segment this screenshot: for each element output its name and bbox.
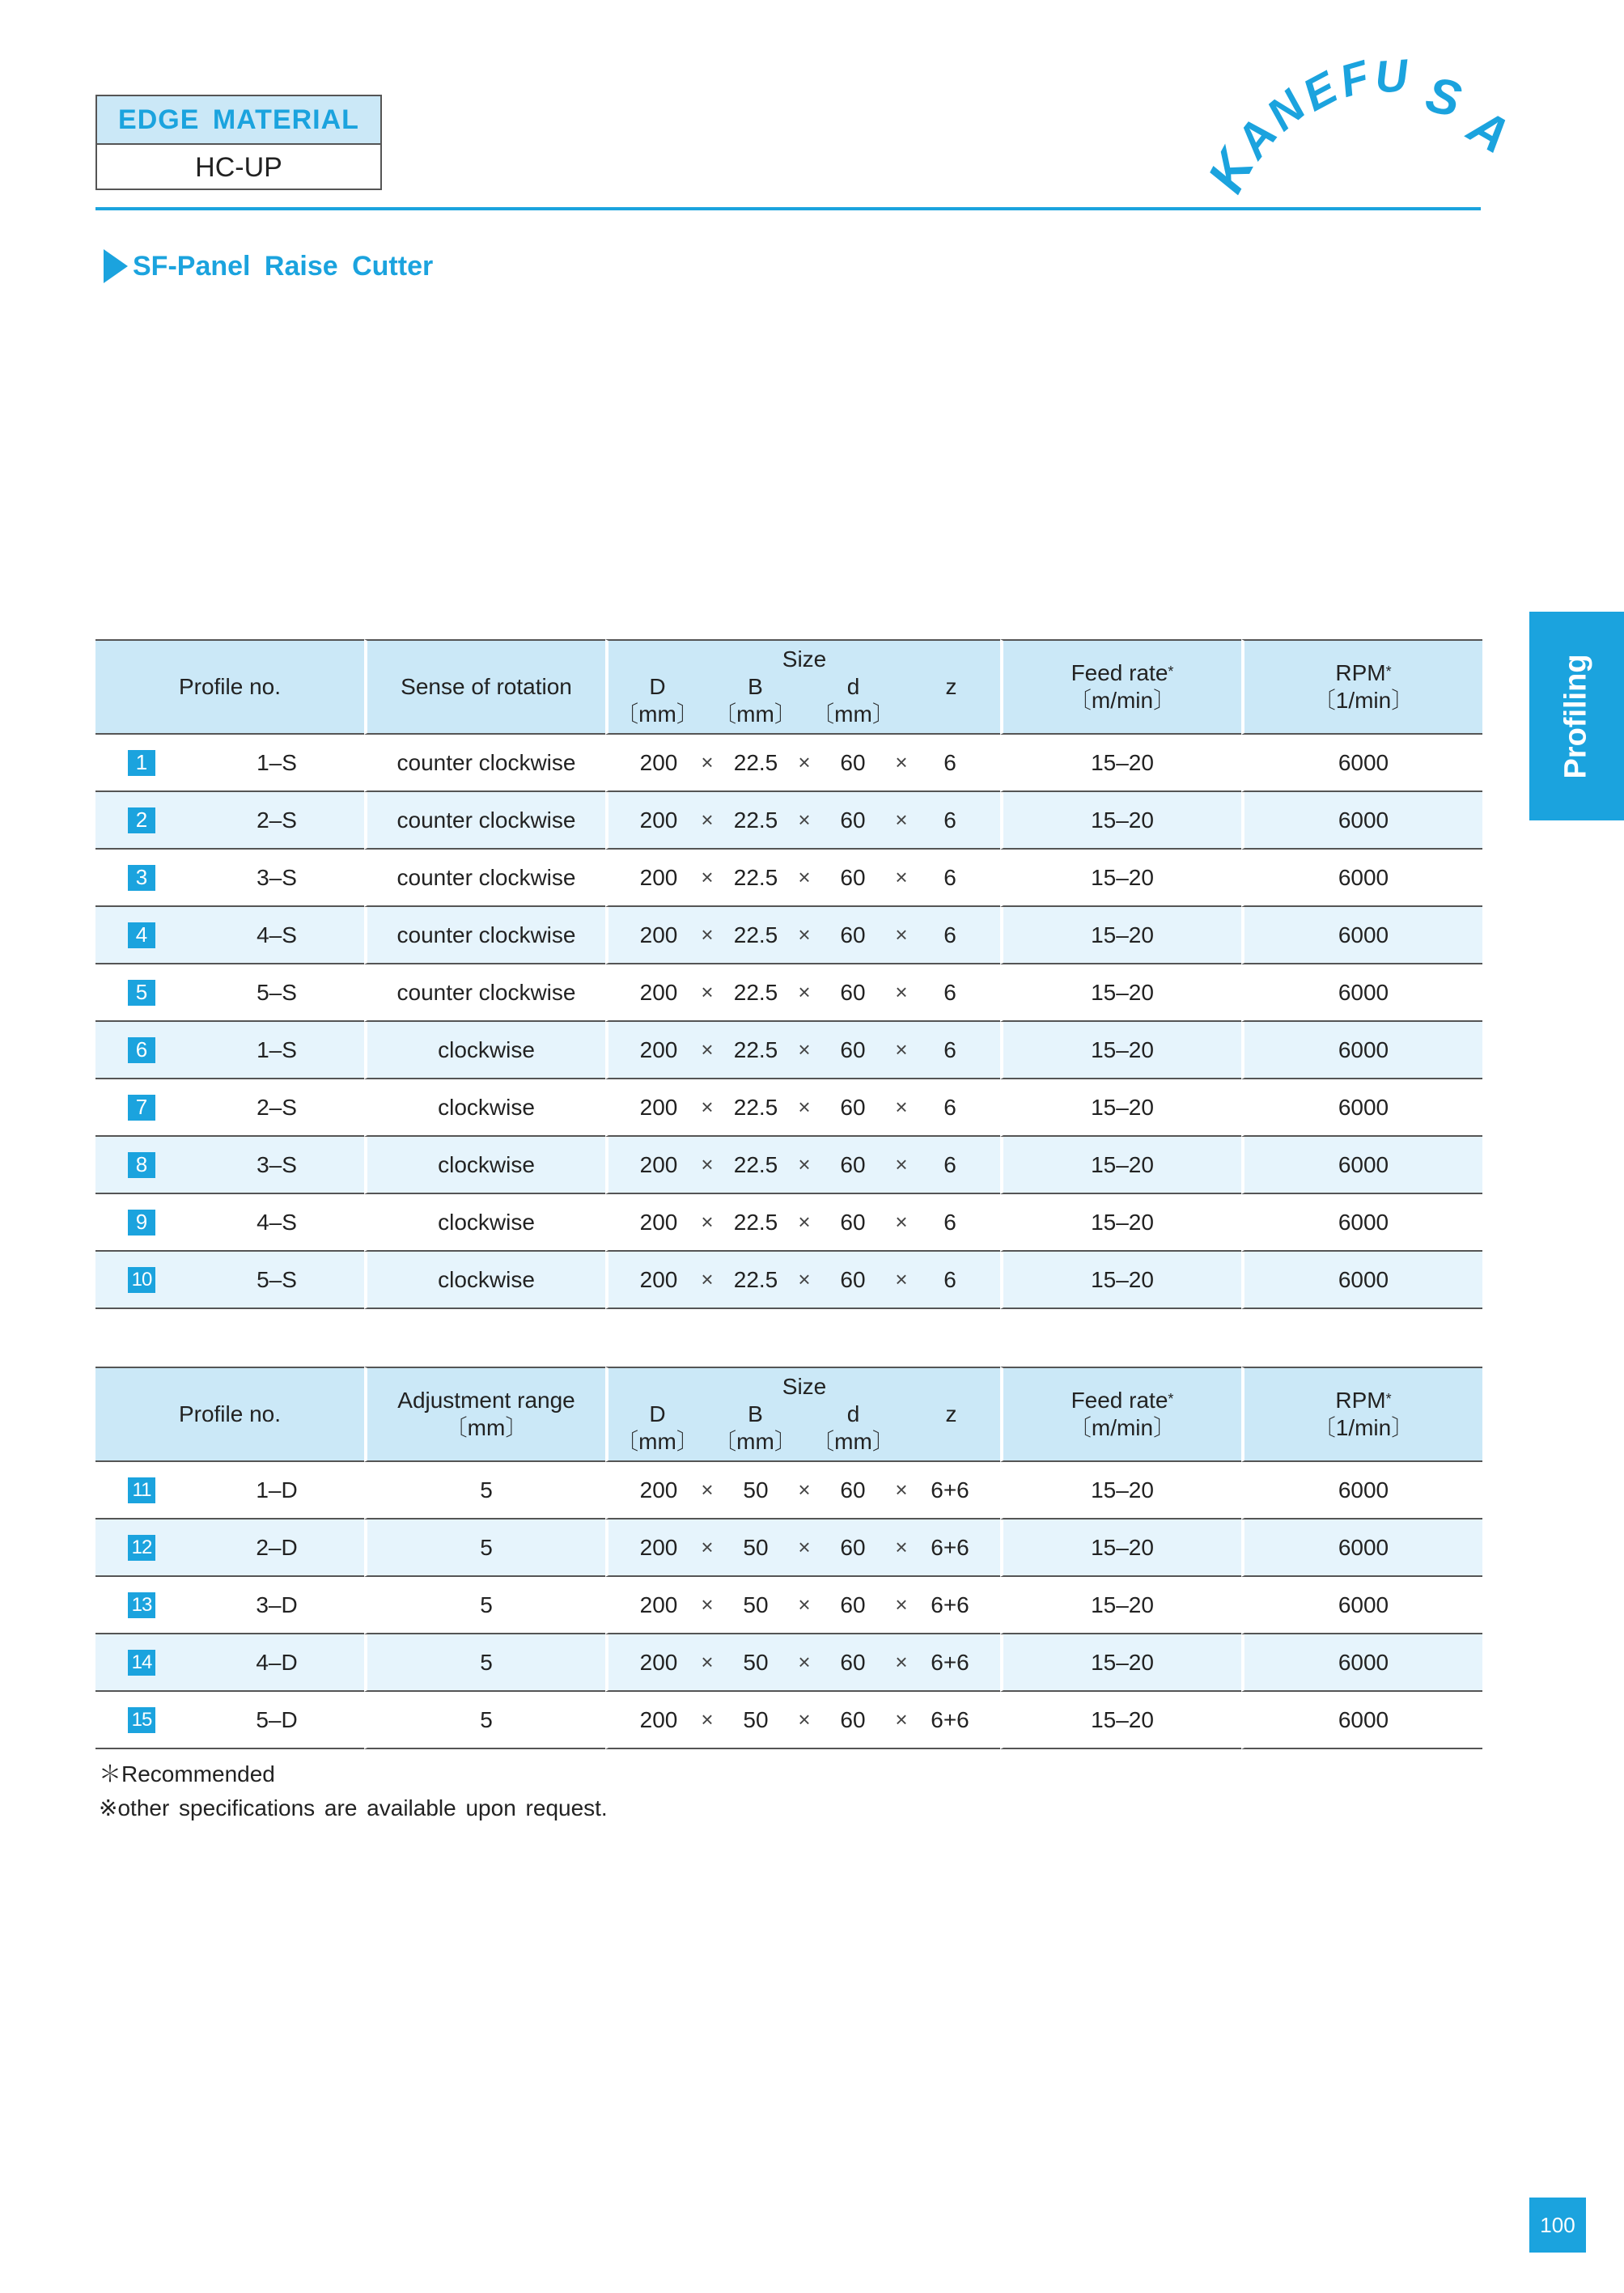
times-sign: × [798,1152,811,1176]
second-column-cell: 5 [364,1519,605,1577]
size-z: 6 [943,749,956,775]
header-z: z [945,1401,957,1426]
times-sign: × [701,1592,714,1617]
profile-number-badge: 11 [128,1477,155,1503]
profile-cell [95,964,364,1022]
second-column-cell: clockwise [364,1079,605,1137]
section-title-text: SF-Panel Raise Cutter [133,250,434,282]
times-sign: × [798,1535,811,1559]
feed-rate-cell: 15–20 [1000,1137,1241,1194]
side-tab-label: Profiling [1559,653,1594,779]
size-B: 22.5 [733,922,778,947]
feed-rate-cell: 15–20 [1000,1462,1241,1519]
rpm-cell: 6000 [1241,1079,1482,1137]
kanefusa-logo [1196,49,1521,201]
size-cell [605,964,1000,1022]
table-row [95,1194,1482,1252]
size-z: 6 [943,1266,956,1292]
size-D: 200 [639,864,678,890]
size-D: 200 [639,1592,678,1617]
profile-cell [95,1577,364,1634]
profile-name: 1–S [257,749,297,775]
header-divider [95,207,1481,210]
svg-text:S: S [1420,66,1467,129]
svg-text:A: A [1459,98,1519,165]
profile-number-badge: 6 [128,1037,155,1063]
profile-number-badge: 8 [128,1152,155,1178]
size-D: 200 [639,922,678,947]
rpm-cell: 6000 [1241,1634,1482,1692]
second-column-cell: clockwise [364,1022,605,1079]
page-number: 100 [1529,2198,1586,2253]
profile-number-badge: 1 [128,750,155,776]
header-D-unit: 〔mm〕 [616,701,699,727]
size-d: 60 [840,979,866,1005]
header-B-unit: 〔mm〕 [714,701,797,727]
size-cell [605,735,1000,792]
times-sign: × [701,865,714,889]
times-sign: × [895,750,908,774]
size-D: 200 [639,749,678,775]
profile-number-badge: 12 [128,1535,155,1561]
feed-rate-cell: 15–20 [1000,1079,1241,1137]
profile-cell [95,907,364,964]
profile-cell [95,1519,364,1577]
size-d: 60 [840,749,866,775]
profile-number-badge: 2 [128,807,155,833]
size-D: 200 [639,1151,678,1177]
header-D: D [649,1401,666,1426]
times-sign: × [798,1037,811,1062]
times-sign: × [895,865,908,889]
profile-number-badge: 15 [128,1707,155,1733]
times-sign: × [701,922,714,947]
triangle-marker-icon [104,249,128,283]
footnotes [99,1757,608,1825]
table-header-row [95,1367,1482,1462]
rpm-cell: 6000 [1241,735,1482,792]
header-rpm: RPM* 〔1/min〕 [1241,639,1482,735]
size-B: 22.5 [733,1094,778,1120]
size-z: 6 [943,922,956,947]
footnote-recommended: ＊Recommended [99,1761,275,1787]
size-cell [605,1462,1000,1519]
profile-number-badge: 4 [128,922,155,948]
times-sign: × [701,1037,714,1062]
size-d: 60 [840,1151,866,1177]
second-column-cell: clockwise [364,1194,605,1252]
header-d-unit: 〔mm〕 [812,701,895,727]
size-B: 22.5 [733,807,778,833]
rpm-cell: 6000 [1241,850,1482,907]
header-profile: Profile no. [95,1367,364,1462]
profile-number-badge: 10 [128,1267,155,1293]
profile-cell [95,1079,364,1137]
table-row [95,735,1482,792]
size-B: 22.5 [733,749,778,775]
profile-name: 1–S [257,1036,297,1062]
edge-material-label: EDGE MATERIAL [97,96,380,145]
size-D: 200 [639,979,678,1005]
times-sign: × [701,1535,714,1559]
size-cell [605,1252,1000,1309]
header-size [605,1367,1000,1462]
size-z: 6+6 [931,1706,969,1732]
header-d: d [846,674,860,699]
second-column-cell: counter clockwise [364,907,605,964]
times-sign: × [895,807,908,832]
size-B: 22.5 [733,979,778,1005]
size-cell [605,1079,1000,1137]
size-z: 6+6 [931,1592,969,1617]
header-D: D [649,674,666,699]
times-sign: × [895,1152,908,1176]
profile-number-badge: 9 [128,1210,155,1236]
size-cell [605,907,1000,964]
size-cell [605,792,1000,850]
size-cell [605,1022,1000,1079]
profile-name: 4–S [257,922,297,947]
size-D: 200 [639,1036,678,1062]
size-d: 60 [840,1266,866,1292]
table-row [95,1692,1482,1749]
times-sign: × [895,1037,908,1062]
profile-name: 2–D [256,1534,298,1560]
size-B: 50 [743,1592,769,1617]
size-B: 22.5 [733,1266,778,1292]
size-B: 50 [743,1706,769,1732]
feed-rate-cell: 15–20 [1000,1194,1241,1252]
times-sign: × [798,1095,811,1119]
times-sign: × [895,1210,908,1234]
times-sign: × [798,980,811,1004]
header-sense-of-rotation: Sense of rotation [364,639,605,735]
table-row [95,1022,1482,1079]
profile-name: 3–S [257,1151,297,1177]
feed-rate-cell: 15–20 [1000,735,1241,792]
rpm-cell: 6000 [1241,1194,1482,1252]
times-sign: × [798,1267,811,1291]
edge-material-value: HC-UP [195,151,282,183]
size-cell [605,1577,1000,1634]
table-row [95,964,1482,1022]
times-sign: × [701,750,714,774]
profile-name: 4–D [256,1649,298,1675]
footnote-other-specs: ※other specifications are available upon request. [99,1795,608,1820]
spec-table-double [95,1367,1482,1749]
size-d: 60 [840,1209,866,1235]
size-d: 60 [840,1592,866,1617]
section-title [104,249,433,283]
second-column-cell: clockwise [364,1137,605,1194]
profile-number-badge: 3 [128,865,155,891]
profile-name: 2–S [257,1094,297,1120]
rpm-cell: 6000 [1241,1462,1482,1519]
size-B: 22.5 [733,1209,778,1235]
size-d: 60 [840,1649,866,1675]
feed-rate-cell: 15–20 [1000,850,1241,907]
header-adjustment-range: Adjustment range 〔mm〕 [364,1367,605,1462]
feed-rate-cell: 15–20 [1000,1634,1241,1692]
times-sign: × [895,980,908,1004]
size-d: 60 [840,807,866,833]
size-cell [605,1519,1000,1577]
profile-cell [95,1462,364,1519]
profile-cell [95,1252,364,1309]
size-B: 50 [743,1534,769,1560]
size-cell [605,1634,1000,1692]
profile-cell [95,1137,364,1194]
times-sign: × [895,1095,908,1119]
rpm-cell: 6000 [1241,1692,1482,1749]
table-row [95,792,1482,850]
second-column-cell: counter clockwise [364,964,605,1022]
spec-table-single [95,639,1482,1309]
size-cell [605,1137,1000,1194]
second-column-cell: 5 [364,1577,605,1634]
header-d-unit: 〔mm〕 [812,1429,895,1454]
svg-text:E: E [1294,61,1346,121]
second-column-cell: counter clockwise [364,735,605,792]
profile-name: 3–D [256,1592,298,1617]
profile-number-badge: 5 [128,980,155,1006]
times-sign: × [701,1267,714,1291]
times-sign: × [701,1210,714,1234]
profile-name: 5–S [257,979,297,1005]
size-z: 6+6 [931,1477,969,1503]
times-sign: × [895,1592,908,1617]
profile-name: 3–S [257,864,297,890]
header-size-caption: Size [782,646,827,672]
rpm-cell: 6000 [1241,1252,1482,1309]
times-sign: × [701,1152,714,1176]
rpm-cell: 6000 [1241,907,1482,964]
times-sign: × [895,1707,908,1731]
size-B: 50 [743,1477,769,1503]
size-z: 6 [943,1036,956,1062]
times-sign: × [895,1535,908,1559]
size-z: 6 [943,1209,956,1235]
size-z: 6 [943,1151,956,1177]
table-row [95,850,1482,907]
times-sign: × [895,1267,908,1291]
svg-text:F: F [1334,49,1375,107]
profile-cell [95,1634,364,1692]
times-sign: × [701,807,714,832]
times-sign: × [798,807,811,832]
profile-name: 4–S [257,1209,297,1235]
svg-text:N: N [1257,79,1315,141]
svg-text:A: A [1225,108,1288,168]
size-D: 200 [639,807,678,833]
size-d: 60 [840,864,866,890]
size-z: 6+6 [931,1534,969,1560]
profile-name: 2–S [257,807,297,833]
header-B: B [748,674,763,699]
times-sign: × [798,750,811,774]
times-sign: × [798,1592,811,1617]
size-D: 200 [639,1477,678,1503]
header-profile: Profile no. [95,639,364,735]
size-d: 60 [840,1534,866,1560]
times-sign: × [798,1650,811,1674]
times-sign: × [798,865,811,889]
size-D: 200 [639,1209,678,1235]
profile-cell [95,1194,364,1252]
table-row [95,1577,1482,1634]
size-z: 6 [943,979,956,1005]
times-sign: × [895,922,908,947]
svg-text:U: U [1373,49,1410,103]
feed-rate-cell: 15–20 [1000,1692,1241,1749]
size-cell [605,1194,1000,1252]
feed-rate-cell: 15–20 [1000,964,1241,1022]
header-B: B [748,1401,763,1426]
size-d: 60 [840,1036,866,1062]
size-D: 200 [639,1094,678,1120]
times-sign: × [701,1477,714,1502]
profile-cell [95,1692,364,1749]
edge-material-box [95,95,382,190]
second-column-cell: counter clockwise [364,792,605,850]
side-tab-profiling [1529,612,1624,820]
table-row [95,1462,1482,1519]
profile-number-badge: 7 [128,1095,155,1121]
times-sign: × [701,980,714,1004]
table-row [95,1252,1482,1309]
header-rpm: RPM* 〔1/min〕 [1241,1367,1482,1462]
rpm-cell: 6000 [1241,1137,1482,1194]
size-D: 200 [639,1706,678,1732]
times-sign: × [701,1095,714,1119]
feed-rate-cell: 15–20 [1000,792,1241,850]
size-B: 22.5 [733,1036,778,1062]
svg-text:K: K [1196,141,1266,201]
size-d: 60 [840,1706,866,1732]
size-d: 60 [840,1477,866,1503]
times-sign: × [798,1210,811,1234]
size-d: 60 [840,922,866,947]
second-column-cell: clockwise [364,1252,605,1309]
header-feed-rate: Feed rate* 〔m/min〕 [1000,639,1241,735]
header-size-caption: Size [782,1374,827,1399]
second-column-cell: counter clockwise [364,850,605,907]
size-z: 6 [943,864,956,890]
rpm-cell: 6000 [1241,792,1482,850]
size-d: 60 [840,1094,866,1120]
times-sign: × [895,1650,908,1674]
second-column-cell: 5 [364,1634,605,1692]
size-B: 50 [743,1649,769,1675]
rpm-cell: 6000 [1241,1577,1482,1634]
profile-name: 5–S [257,1266,297,1292]
header-feed-rate: Feed rate* 〔m/min〕 [1000,1367,1241,1462]
profile-cell [95,850,364,907]
table-row [95,1079,1482,1137]
feed-rate-cell: 15–20 [1000,1577,1241,1634]
table-row [95,1137,1482,1194]
feed-rate-cell: 15–20 [1000,1022,1241,1079]
size-B: 22.5 [733,864,778,890]
second-column-cell: 5 [364,1692,605,1749]
feed-rate-cell: 15–20 [1000,1519,1241,1577]
size-D: 200 [639,1649,678,1675]
feed-rate-cell: 15–20 [1000,1252,1241,1309]
header-D-unit: 〔mm〕 [616,1429,699,1454]
size-B: 22.5 [733,1151,778,1177]
size-cell [605,1692,1000,1749]
times-sign: × [895,1477,908,1502]
second-column-cell: 5 [364,1462,605,1519]
table-row [95,907,1482,964]
profile-cell [95,735,364,792]
times-sign: × [798,1707,811,1731]
profile-cell [95,792,364,850]
size-z: 6 [943,807,956,833]
profile-number-badge: 14 [128,1650,155,1676]
size-D: 200 [639,1266,678,1292]
header-z: z [945,674,957,699]
rpm-cell: 6000 [1241,964,1482,1022]
size-z: 6 [943,1094,956,1120]
header-B-unit: 〔mm〕 [714,1429,797,1454]
times-sign: × [798,922,811,947]
rpm-cell: 6000 [1241,1022,1482,1079]
times-sign: × [701,1707,714,1731]
profile-cell [95,1022,364,1079]
times-sign: × [798,1477,811,1502]
rpm-cell: 6000 [1241,1519,1482,1577]
table-row [95,1519,1482,1577]
header-size [605,639,1000,735]
table-row [95,1634,1482,1692]
times-sign: × [701,1650,714,1674]
table-header-row [95,639,1482,735]
profile-name: 1–D [256,1477,298,1503]
size-cell [605,850,1000,907]
profile-name: 5–D [256,1706,298,1732]
size-z: 6+6 [931,1649,969,1675]
feed-rate-cell: 15–20 [1000,907,1241,964]
size-D: 200 [639,1534,678,1560]
profile-number-badge: 13 [128,1592,155,1618]
header-d: d [846,1401,860,1426]
